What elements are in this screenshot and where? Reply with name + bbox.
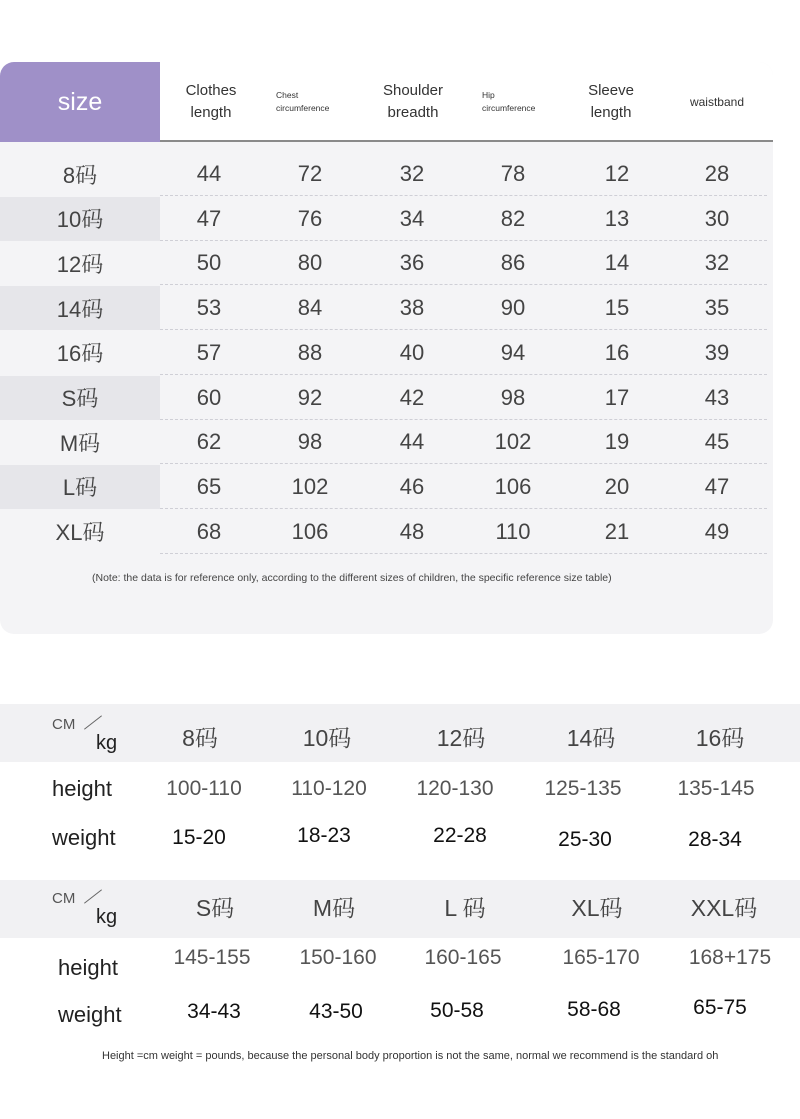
fit-1-weight-value: 15-20 <box>172 826 226 849</box>
size-corner-cell <box>0 62 160 142</box>
column-header-sleeve-length: Sleeve length <box>588 82 634 121</box>
fit-2-height-value: 160-165 <box>424 946 502 969</box>
size-cell-value: 34 <box>399 205 425 231</box>
fit-1-height-label: height <box>52 776 112 801</box>
size-row <box>0 286 773 330</box>
fit-1-height-value: 120-130 <box>416 777 494 800</box>
size-cell-value: 39 <box>704 339 730 365</box>
size-cell-value: 80 <box>297 250 323 276</box>
size-cell-value: 46 <box>399 473 425 499</box>
size-cell-value: 15 <box>604 295 630 321</box>
size-cell-value: 57 <box>196 339 222 365</box>
size-row <box>0 510 773 554</box>
size-cell-value: 72 <box>297 161 323 186</box>
size-cell-value: 84 <box>297 295 323 321</box>
size-row-label: 8码 <box>62 162 98 188</box>
size-row-label: 10码 <box>0 197 160 241</box>
size-cell-value: 102 <box>291 473 329 499</box>
size-cell-value: 49 <box>704 518 730 544</box>
fit-2-height-value: 150-160 <box>299 946 377 969</box>
fit-2-height-value: 168+175 <box>688 946 772 969</box>
size-cell-value: 92 <box>297 384 323 410</box>
size-cell-value: 106 <box>291 518 329 544</box>
size-row-label: S码 <box>0 376 160 420</box>
size-cell-value: 40 <box>399 339 425 365</box>
size-cell-value: 60 <box>196 384 222 410</box>
size-cell-value: 102 <box>494 429 532 455</box>
fit-2-weight-value: 58-68 <box>567 998 621 1021</box>
size-cell-value: 19 <box>604 429 630 455</box>
unit-cm-label: CM <box>52 890 76 907</box>
size-row <box>0 465 773 509</box>
fit-2-weight-value: 34-43 <box>187 1000 241 1023</box>
fit-2-weight-value: 43-50 <box>309 1000 363 1023</box>
size-cell-value: 32 <box>704 250 730 276</box>
size-cell-value: 30 <box>704 205 730 231</box>
size-row <box>0 420 773 464</box>
fit-1-height-value: 100-110 <box>166 777 242 800</box>
size-row <box>0 241 773 285</box>
size-row-label: 14码 <box>0 286 160 330</box>
fit-1-weight-value: 18-23 <box>297 824 351 847</box>
size-cell-value: 90 <box>500 295 526 321</box>
fit-1-weight-value: 22-28 <box>433 824 487 847</box>
size-cell-value: 12 <box>604 161 630 186</box>
size-cell-value: 45 <box>704 429 730 455</box>
size-chart-note: (Note: the data is for reference only, according to the different sizes of children, the specific reference size table) <box>92 572 612 584</box>
fit-2-size-xxl: XXL码 <box>690 895 758 921</box>
fit-1-size-8: 8码 <box>182 725 218 751</box>
column-header-clothes-length: Clothes length <box>185 82 237 121</box>
size-cell-value: 50 <box>196 250 222 276</box>
size-row <box>0 197 773 241</box>
unit-cm-label: CM <box>52 716 76 733</box>
size-cell-value: 14 <box>604 250 630 276</box>
size-row-label: M码 <box>59 430 101 456</box>
column-header-hip-circumference: Hip circumference <box>482 90 536 113</box>
size-chart-header <box>0 62 773 142</box>
fit-2-size-s: S码 <box>195 895 235 921</box>
fit-2-size-l: L 码 <box>444 895 486 921</box>
size-cell-value: 47 <box>704 473 730 499</box>
size-row <box>0 376 773 420</box>
size-cell-value: 98 <box>297 429 323 455</box>
row-divider <box>160 553 767 554</box>
size-cell-value: 47 <box>196 205 222 231</box>
fit-1-size-12: 12码 <box>436 725 486 751</box>
unit-indicator-2 <box>52 886 132 942</box>
fit-2-height-value: 165-170 <box>562 946 640 969</box>
fit-1-size-10: 10码 <box>302 725 352 751</box>
fit-1-size-16: 16码 <box>695 725 745 751</box>
fit-2-size-m: M码 <box>312 895 356 921</box>
size-cell-value: 106 <box>494 473 532 499</box>
size-cell-value: 62 <box>196 429 222 455</box>
size-row-label: L码 <box>0 465 160 509</box>
size-row <box>0 331 773 375</box>
size-cell-value: 86 <box>500 250 526 276</box>
size-cell-value: 48 <box>399 518 425 544</box>
unit-kg-label: kg <box>96 732 118 754</box>
unit-kg-label: kg <box>96 906 118 928</box>
size-cell-value: 78 <box>500 161 526 186</box>
size-chart-card <box>0 62 773 634</box>
unit-slash <box>84 715 102 729</box>
size-cell-value: 35 <box>704 295 730 321</box>
fit-1-height-value: 125-135 <box>544 777 622 800</box>
unit-indicator-1 <box>52 712 132 768</box>
fit-2-height-value: 145-155 <box>173 946 251 969</box>
size-cell-value: 82 <box>500 205 526 231</box>
size-cell-value: 28 <box>704 161 730 186</box>
fit-1-weight-value: 28-34 <box>688 828 742 851</box>
size-cell-value: 36 <box>399 250 425 276</box>
size-row-label: 16码 <box>56 341 104 367</box>
fit-2-weight-value: 65-75 <box>693 996 747 1019</box>
column-header-chest-circumference: Chest circumference <box>276 90 330 113</box>
fit-1-weight-label: weight <box>52 825 116 850</box>
size-cell-value: 13 <box>604 205 630 231</box>
footer-note: Height =cm weight = pounds, because the personal body proportion is not the same, normal we recommend is the standard oh <box>102 1050 719 1062</box>
size-cell-value: 44 <box>196 161 222 186</box>
fit-2-size-xl: XL码 <box>571 895 623 921</box>
fit-2-height-label: height <box>58 955 118 980</box>
size-cell-value: 20 <box>604 473 630 499</box>
fit-2-weight-label: weight <box>58 1002 122 1027</box>
size-cell-value: 38 <box>399 295 425 321</box>
fit-1-height-value: 110-120 <box>291 777 367 800</box>
size-row-label: 12码 <box>56 251 104 277</box>
size-cell-value: 68 <box>196 518 222 544</box>
size-cell-value: 94 <box>500 339 526 365</box>
size-cell-value: 21 <box>604 518 630 544</box>
size-cell-value: 98 <box>500 384 526 410</box>
size-cell-value: 76 <box>297 205 323 231</box>
size-cell-value: 65 <box>196 473 222 499</box>
size-row <box>0 152 773 196</box>
size-cell-value: 16 <box>604 339 630 365</box>
size-cell-value: 53 <box>196 295 222 321</box>
size-cell-value: 43 <box>704 384 730 410</box>
column-header-waistband: waistband <box>689 95 745 109</box>
fit-1-weight-value: 25-30 <box>558 828 612 851</box>
column-header-shoulder-breadth: Shoulder breadth <box>382 82 444 121</box>
size-cell-value: 17 <box>604 384 630 410</box>
fit-2-weight-value: 50-58 <box>430 999 484 1022</box>
fit-1-size-14: 14码 <box>566 725 616 751</box>
size-corner-label: size <box>57 87 103 116</box>
size-cell-value: 42 <box>399 384 425 410</box>
fit-1-height-value: 135-145 <box>677 777 755 800</box>
unit-slash <box>84 889 102 903</box>
size-cell-value: 32 <box>399 161 425 186</box>
size-cell-value: 44 <box>399 429 425 455</box>
size-cell-value: 110 <box>495 518 531 544</box>
size-cell-value: 88 <box>297 339 323 365</box>
size-row-label: XL码 <box>55 520 105 546</box>
